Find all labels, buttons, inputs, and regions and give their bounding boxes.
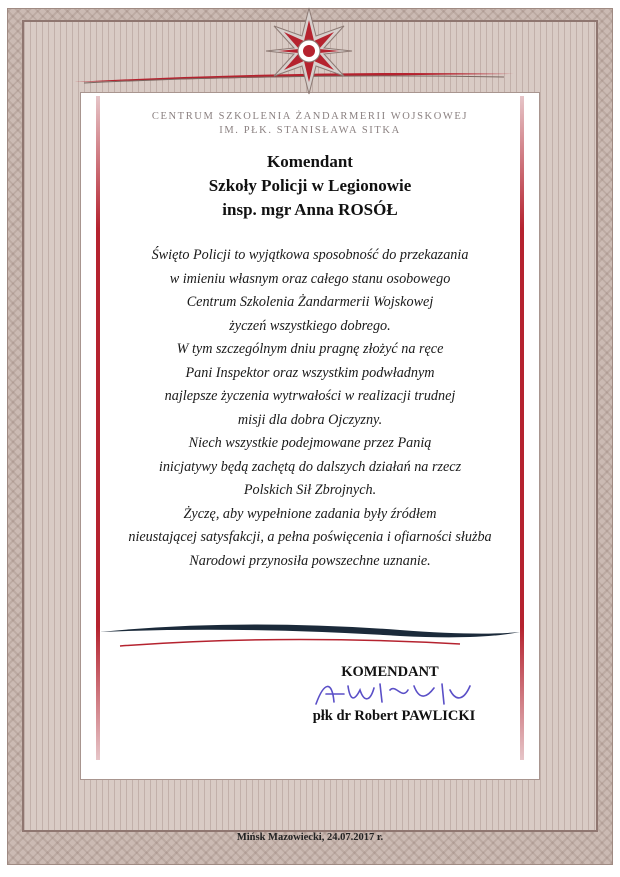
letter-body bbox=[110, 244, 510, 573]
body-line: nieustającej satysfakcji, a pełna poświęcenia i ofiarności służba bbox=[128, 529, 492, 545]
body-line: najlepsze życzenia wytrwałości w realizacji trudnej bbox=[164, 388, 456, 404]
place-and-date: Mińsk Mazowiecki, 24.07.2017 r. bbox=[236, 832, 384, 843]
body-line: misji dla dobra Ojczyzny. bbox=[237, 411, 383, 428]
issuing-organization bbox=[110, 110, 510, 138]
recipient-institution: Szkoły Policji w Legionowie bbox=[208, 176, 412, 195]
body-line: Święto Policji to wyjątkowa sposobność do przekazania bbox=[151, 247, 469, 263]
handwritten-signature bbox=[310, 676, 480, 712]
body-line: Niech wszystkie podejmowane przez Panią bbox=[188, 435, 432, 451]
body-line: W tym szczególnym dniu pragnę złożyć na ręce bbox=[176, 341, 444, 357]
body-line: Polskich Sił Zbrojnych. bbox=[243, 482, 377, 498]
signature-title: KOMENDANT bbox=[341, 664, 439, 680]
body-line: inicjatywy będą zachętą do dalszych działań na rzecz bbox=[158, 458, 462, 475]
recipient-title: Komendant bbox=[267, 152, 353, 171]
organization-patron: IM. PŁK. STANISŁAWA SITKA bbox=[219, 125, 401, 136]
body-line: Centrum Szkolenia Żandarmerii Wojskowej bbox=[186, 294, 434, 310]
military-police-star-emblem-icon bbox=[264, 6, 354, 96]
organization-name: CENTRUM SZKOLENIA ŻANDARMERII WOJSKOWEJ bbox=[151, 111, 469, 122]
body-line: Pani Inspektor oraz wszystkim podwładnym bbox=[185, 364, 435, 381]
red-stripe-left bbox=[96, 96, 100, 760]
body-line: w imieniu własnym oraz całego stanu osobowego bbox=[169, 270, 451, 287]
red-stripe-right bbox=[520, 96, 524, 760]
body-line: życzeń wszystkiego dobrego. bbox=[229, 317, 391, 334]
recipient-name: insp. mgr Anna ROSÓŁ bbox=[222, 200, 398, 219]
body-line: Narodowi przynosiła powszechne uznanie. bbox=[189, 552, 431, 569]
decorative-divider bbox=[100, 612, 520, 650]
recipient-block bbox=[110, 150, 510, 222]
signatory-name: płk dr Robert PAWLICKI bbox=[312, 708, 476, 724]
body-line: Życzę, aby wypełnione zadania były źródłem bbox=[183, 505, 437, 522]
